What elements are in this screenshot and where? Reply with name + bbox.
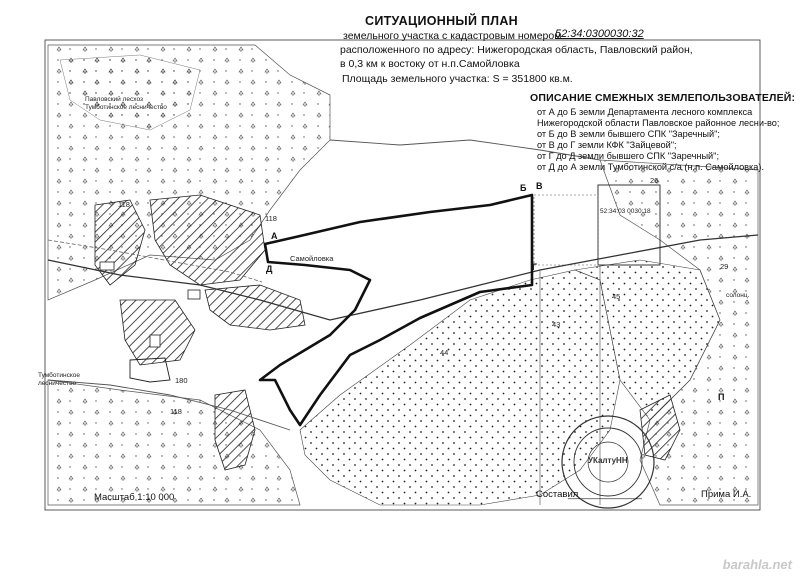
building-2 xyxy=(188,290,200,299)
stamp-center-text: УКалтуНН xyxy=(588,456,628,465)
letter-p: П xyxy=(718,392,725,402)
signature-line: ______________ xyxy=(568,489,642,500)
watermark: barahla.net xyxy=(722,557,792,572)
adjacent-line: от В до Г земли КФК "Зайцевой"; xyxy=(537,140,677,150)
map-title: СИТУАЦИОННЫЙ ПЛАН xyxy=(365,14,519,28)
forestry-label: Павловский лесхоз xyxy=(85,96,143,103)
parcel-number: 118 xyxy=(170,407,182,416)
title-line-2: расположенного по адресу: Нижегородская область, Павловский район, xyxy=(340,44,693,56)
admin-label: лесничество xyxy=(38,380,77,387)
settlement-hatch-4 xyxy=(120,300,195,365)
parcel-number: 26 xyxy=(650,176,659,185)
adjacent-line: Нижегородской области Павловское районное лесни-во; xyxy=(537,118,780,128)
map-scale: Масштаб 1:10 000 xyxy=(94,492,175,503)
point-d: Д xyxy=(266,264,273,274)
neighbor-parcel-small xyxy=(534,195,598,265)
adjacent-line: от Г до Д земли бывшего СПК "Заречный"; xyxy=(537,151,719,161)
settlement-hatch-3 xyxy=(205,285,305,330)
adjacent-header: ОПИСАНИЕ СМЕЖНЫХ ЗЕМЛЕПОЛЬЗОВАТЕЛЕЙ: xyxy=(530,92,796,104)
adjacent-line: от Д до А земли Тумботинской с/а (н.п. Самойловка). xyxy=(537,162,764,172)
point-b: Б xyxy=(520,183,527,193)
admin-label: Тумботинское xyxy=(38,372,80,379)
building-3 xyxy=(150,335,160,347)
title-line-1: земельного участка с кадастровым номером xyxy=(343,30,562,42)
forestry-label: Тумботинское лесничество xyxy=(85,104,167,111)
composed-label: Составил xyxy=(536,489,579,500)
adjacent-line: от Б до В земли бывшего СПК "Заречный"; xyxy=(537,129,720,139)
parcel-number: 29 xyxy=(720,262,729,271)
point-a: А xyxy=(271,231,278,241)
parcel-number: 44 xyxy=(440,348,449,357)
building-1 xyxy=(100,262,114,270)
signer-name: Прима И.А. xyxy=(701,489,752,500)
village-label: Самойловка xyxy=(290,254,334,263)
title-line-3: в 0,3 км к востоку от н.п.Самойловка xyxy=(340,58,520,70)
tower-label: солонц. xyxy=(726,292,750,299)
parcel-number: 118 xyxy=(265,214,277,223)
parcel-number: 118 xyxy=(118,200,130,209)
point-g: Г xyxy=(532,262,538,272)
parcel-number: 180 xyxy=(175,376,188,385)
parcel-number: 45 xyxy=(612,292,621,301)
parcel-number: 43 xyxy=(552,320,561,329)
neighbor-parcel-number: 52:34:03 0030:18 xyxy=(600,208,651,215)
farmland-dotted xyxy=(300,270,620,505)
area-line: Площадь земельного участка: S = 351800 кв.м. xyxy=(342,73,573,85)
adjacent-line: от А до Б земли Департамента лесного комплекса xyxy=(537,107,753,117)
point-v: В xyxy=(536,181,543,191)
forest-area-southwest xyxy=(48,380,300,505)
cadastral-number: 52:34:0300030:32 xyxy=(555,28,644,40)
